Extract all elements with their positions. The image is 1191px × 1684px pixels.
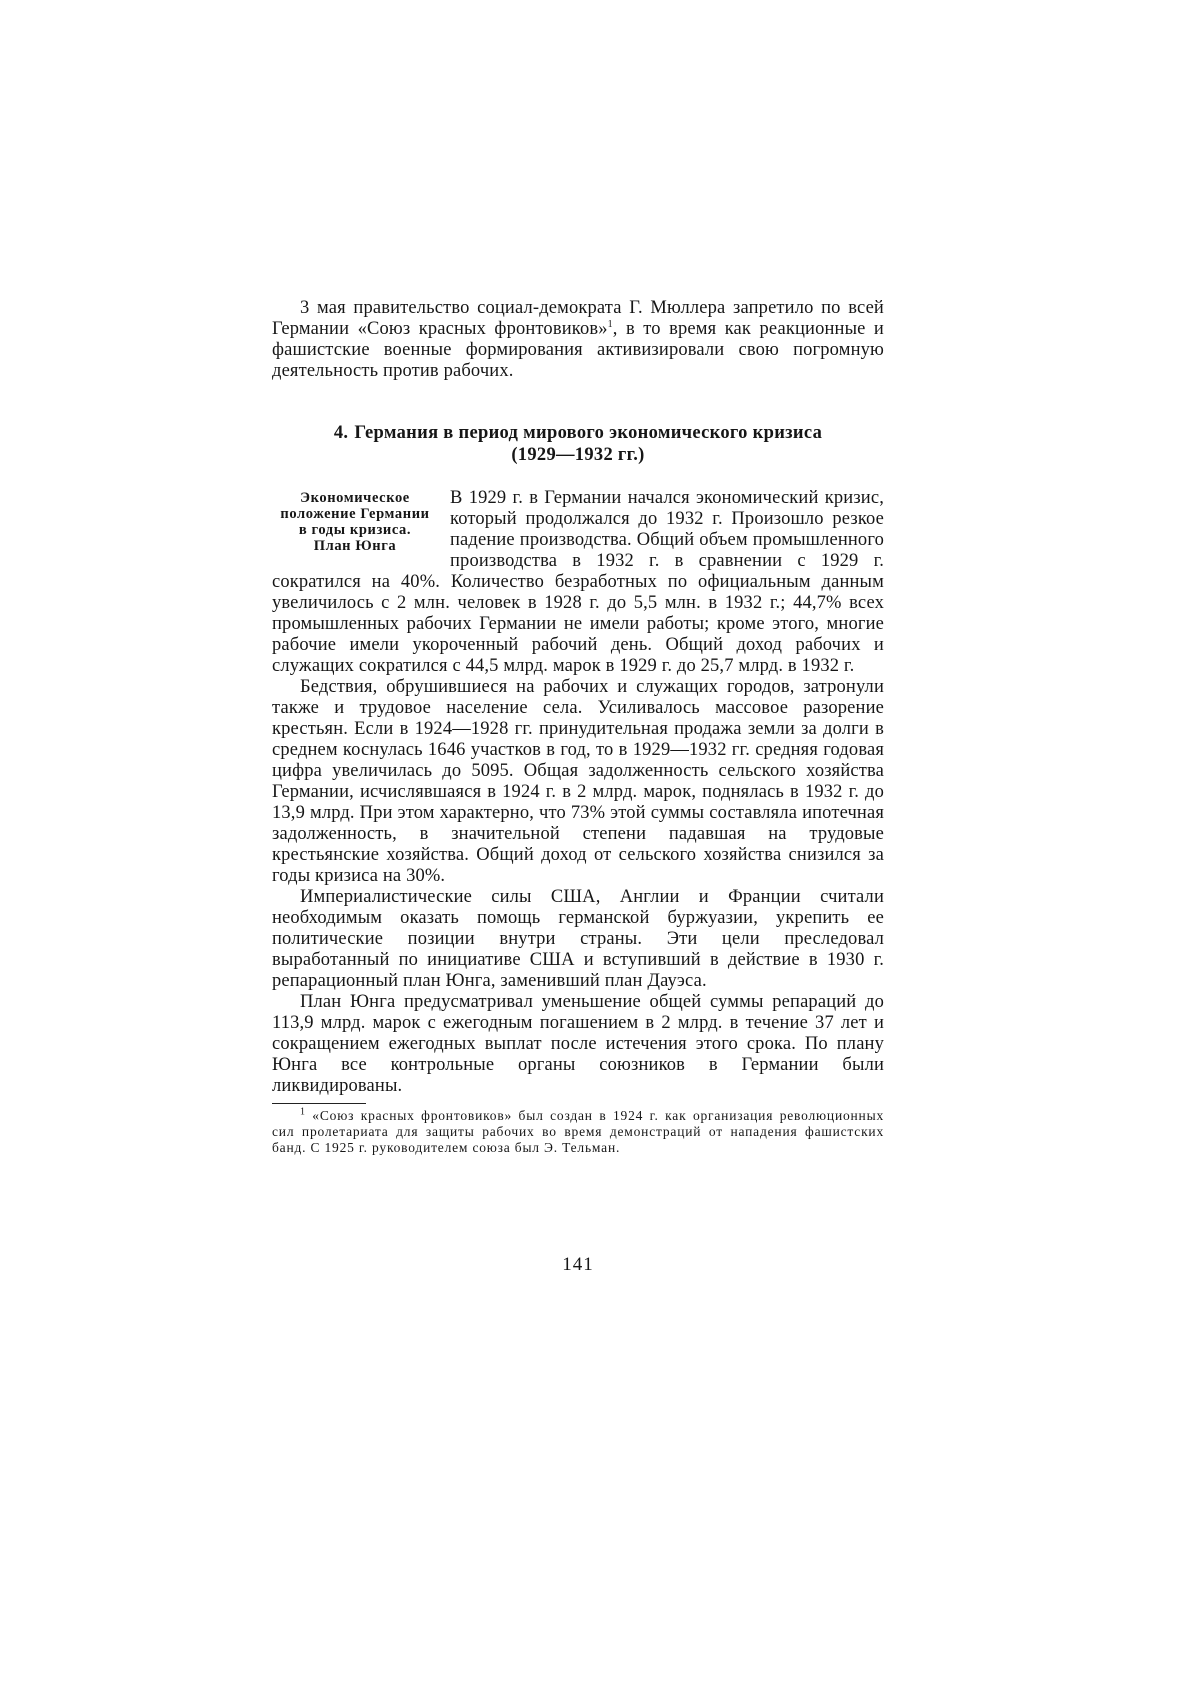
intro-text: 3 мая правительство социал-демократа Г. Мюллера запретило по всей Германии «Союз красных фронтовиков» [272,298,884,339]
body-paragraph-4: План Юнга предусматривал уменьшение общей суммы репараций до 113,9 млрд. марок с ежегодным погашением в 2 млрд. в течение 37 лет и сокращением ежегодных выплат после истечения этого срока. По плану Юнга все контрольные органы союзников в Германии были ликвидированы. [272,992,884,1096]
section-title-years: (1929—1932 гг.) [511,445,645,465]
margin-note-line4: План Юнга [313,538,397,554]
body-paragraph-2: Бедствия, обрушившиеся на рабочих и служащих городов, затронули также и трудовое население села. Усиливалось массовое разорение крестьян. Если в 1924—1928 гг. принудительная продажа земли за долги в среднем коснулась 1646 участков в год, то в 1929—1932 гг. средняя годовая цифра увеличилась до 5095. Общая задолженность сельского хозяйства Германии, исчислявшаяся в 1924 г. в 2 млрд. марок, поднялась в 1932 г. до 13,9 млрд. При этом характерно, что 73% этой суммы составляла ипотечная задолженность, в значительной степени падавшая на трудовые крестьянские хозяйства. Общий доход от сельского хозяйства снизился за годы кризиса на 30%. [272,677,884,886]
margin-note-line1: Экономическое [300,490,410,506]
section-title: Германия в период мирового экономического кризиса [354,423,823,443]
section-number: 4. [333,423,349,443]
page-number: 141 [562,1254,594,1275]
footnote-reference: 1 [607,318,613,330]
body-paragraph-1: В 1929 г. в Германии начался экономический кризис, который продолжался до 1932 г. Произошло резкое падение производства. Общий объем промышленного производства в 1932 г. в сравнении с 1929 г. сократился на 40%. Количество безработных по официальным данным увеличилось с 2 млн. человек в 1928 г. до 5,5 млн. в 1932 г.; 44,7% всех промышленных рабочих Германии не имели работы; кроме этого, многие рабочие имели укороченный рабочий день. Общий доход рабочих и служащих сократился с 44,5 млрд. марок в 1929 г. до 25,7 млрд. в 1932 г. [272,488,884,676]
footnote [272,1108,884,1156]
book-page [272,298,884,1275]
footnote-text: «Союз красных фронтовиков» был создан в 1924 г. как организация революционных сил пролетариата для защиты рабочих во время демонстраций от нападения фашистских банд. С 1925 г. руководителем союза был Э. Тельман. [272,1108,884,1155]
margin-note-line2: положение Германии [280,506,430,522]
section-body [272,488,884,1097]
section-title-line1 [272,422,884,444]
intro-paragraph [272,298,884,382]
footnote-mark: 1 [300,1106,306,1118]
margin-note-line3: в годы кризиса. [298,522,412,538]
margin-note [272,490,438,554]
section-heading [272,422,884,466]
footnote-divider [272,1103,366,1104]
intro-text-continued: , в то время как реакционные и фашистские военные формирования активизировали свою погромную деятельность против рабочих. [272,319,884,381]
body-paragraph-3: Империалистические силы США, Англии и Франции считали необходимым оказать помощь германской буржуазии, укрепить ее политические позиции внутри страны. Эти цели преследовал выработанный по инициативе США и вступивший в действие в 1930 г. репарационный план Юнга, заменивший план Дауэса. [272,887,884,991]
